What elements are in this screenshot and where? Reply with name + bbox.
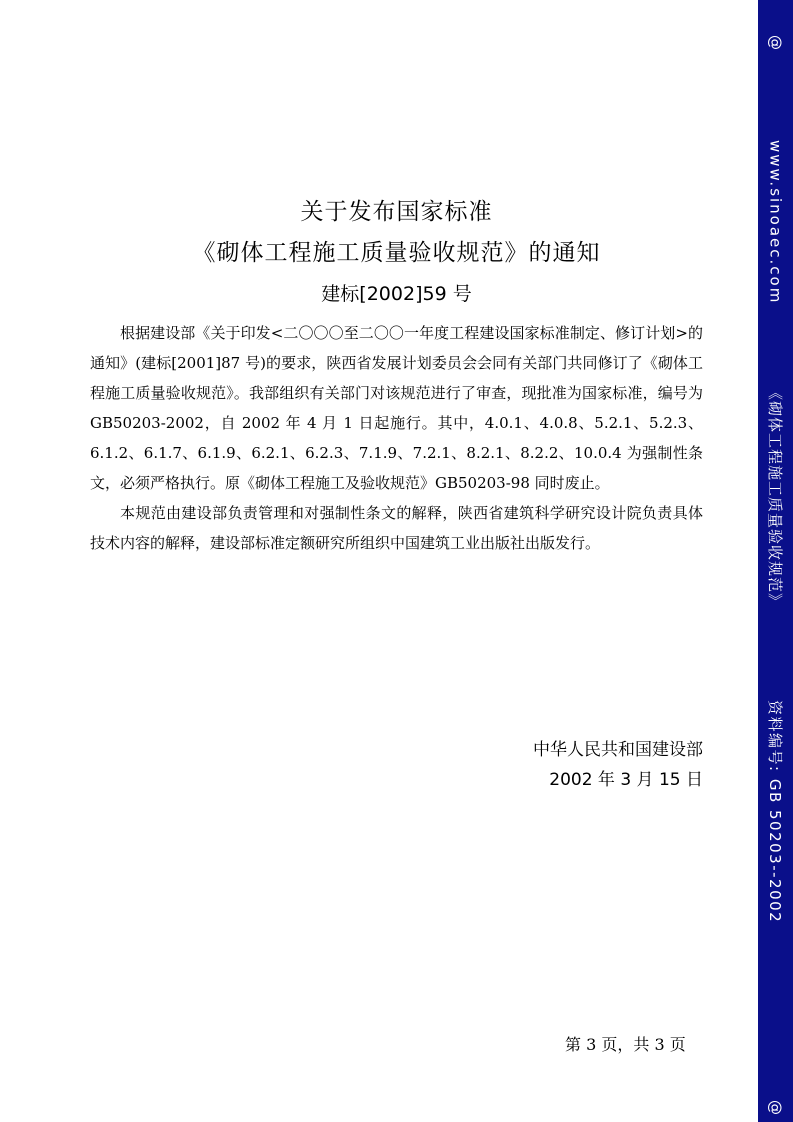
paragraph-2: 本规范由建设部负责管理和对强制性条文的解释，陕西省建筑科学研究设计院负责具体技术内容的解释，建设部标准定额研究所组织中国建筑工业出版社出版发行。 <box>90 504 703 552</box>
signature-organization: 中华人民共和国建设部 <box>533 740 703 760</box>
document-number: 建标[2002]59 号 <box>321 283 472 305</box>
side-at-symbol-bottom: @ <box>766 1100 785 1116</box>
side-banner <box>758 0 793 1122</box>
title-block <box>90 192 703 314</box>
body-text <box>90 318 703 558</box>
signature-block <box>533 735 703 795</box>
side-document-title: 《砌体工程施工质量验收规范》 <box>766 385 784 610</box>
paragraph-1: 根据建设部《关于印发<二〇〇〇至二〇〇一年度工程建设国家标准制定、修订计划>的通知》(建标[2001]87 号)的要求，陕西省发展计划委员会会同有关部门共同修订了《砌体工程施工质量验收规范》。我部组织有关部门对该规范进行了审查，现批准为国家标准，编号为 GB50203-2002，自 2002 年 4 月 1 日起施行。其中，4.0.1、4.0.8、5.2.1、5.2.3、6.1.2、6.1.7、6.1.9、6.2.1、6.2.3、7.1.9、7.2.1、8.2.1、8.2.2、10.0.4 为强制性条文，必须严格执行。原《砌体工程施工及验收规范》GB50203-98 同时废止。 <box>90 324 703 492</box>
page-number-footer: 第 3 页，共 3 页 <box>565 1035 686 1054</box>
side-at-symbol-top: @ <box>766 35 785 51</box>
title-line-1: 关于发布国家标准 <box>300 199 493 225</box>
signature-date: 2002 年 3 月 15 日 <box>549 770 703 790</box>
title-line-2: 《砌体工程施工质量验收规范》的通知 <box>192 240 601 266</box>
side-document-code: 资料编号: GB 50203--2002 <box>766 700 784 924</box>
side-url-link[interactable]: www.sinoaec.com <box>766 140 785 305</box>
